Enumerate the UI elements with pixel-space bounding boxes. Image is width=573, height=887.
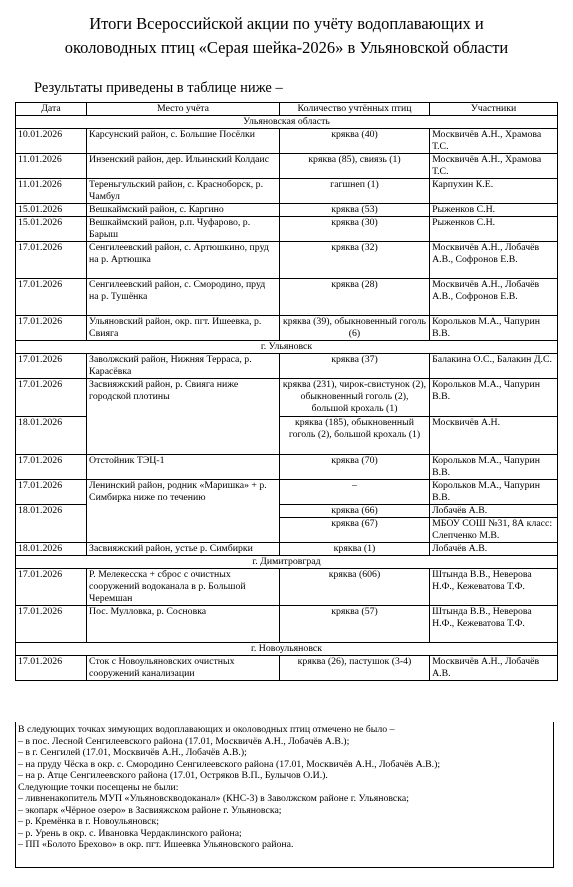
table-row — [16, 480, 558, 505]
cell-date: 17.01.2026 — [16, 354, 87, 379]
cell-place: Тереньгульский район, с. Красноборск, р. Чамбул — [87, 179, 280, 204]
table-row — [16, 316, 558, 341]
cell-place: Отстойник ТЭЦ-1 — [87, 455, 280, 480]
cell-participants: Корольков М.А., Чапурин В.В. — [430, 316, 558, 341]
cell-count: кряква (57) — [279, 606, 429, 643]
cell-participants: Москвичёв А.Н., Лобачёв А.В., Софронов Е.В. — [430, 279, 558, 316]
header-count: Количество учтённых птиц — [279, 103, 429, 116]
cell-participants: Москвичёв А.Н., Лобачёв А.В., Софронов Е.В. — [430, 242, 558, 279]
cell-date: 17.01.2026 — [16, 316, 87, 341]
table-row — [16, 179, 558, 204]
cell-date: 17.01.2026 — [16, 242, 87, 279]
title-line-1: Итоги Всероссийской акции по учёту водоплавающих и — [89, 14, 484, 33]
cell-place: Сток с Новоульяновских очистных сооружений канализации — [87, 656, 280, 681]
header-place: Место учёта — [87, 103, 280, 116]
note-line: – р. Кремёнка в г. Новоульяновск; — [18, 816, 159, 827]
cell-place: Вешкаймский район, с. Каргино — [87, 204, 280, 217]
note-line: – ливненакопитель МУП «Ульяновскводоканал» (КНС-3) в Заволжском районе г. Ульяновска; — [18, 793, 409, 804]
section-row — [16, 341, 558, 354]
cell-date: 11.01.2026 — [16, 179, 87, 204]
note-line: – ПП «Болото Брехово» в окр. пгт. Ишеевка Ульяновского района. — [18, 839, 294, 850]
cell-count: кряква (39), обыкновенный гоголь (6) — [279, 316, 429, 341]
table-row — [16, 129, 558, 154]
cell-participants: Балакина О.С., Балакин Д.С. — [430, 354, 558, 379]
cell-date: 18.01.2026 — [16, 505, 87, 543]
cell-count: гагшнеп (1) — [279, 179, 429, 204]
table-row — [16, 569, 558, 606]
table-row — [16, 455, 558, 480]
cell-participants: Лобачёв А.В. — [430, 505, 558, 518]
table-row — [16, 354, 558, 379]
cell-count: кряква (85), свиязь (1) — [279, 154, 429, 179]
cell-count: кряква (66) — [279, 505, 429, 518]
note-line: – в г. Сенгилей (17.01, Москвичёв А.Н., Лобачёв А.В.); — [18, 747, 247, 758]
note-line: – в пос. Лесной Сенгилеевского района (17.01, Москвичёв А.Н., Лобачёв А.В.); — [18, 735, 350, 747]
cell-count: кряква (1) — [279, 543, 429, 556]
note-line: – р. Урень в окр. с. Ивановка Чердаклинского района; — [18, 827, 242, 839]
cell-date: 17.01.2026 — [16, 379, 87, 417]
table-row — [16, 656, 558, 681]
table-header-row — [16, 103, 558, 116]
section-row — [16, 643, 558, 656]
cell-participants: Корольков М.А., Чапурин В.В. — [430, 379, 558, 417]
cell-count: кряква (53) — [279, 204, 429, 217]
cell-count: кряква (28) — [279, 279, 429, 316]
cell-date: 17.01.2026 — [16, 279, 87, 316]
header-participants: Участники — [430, 103, 558, 116]
cell-count: кряква (231), чирок-свистунок (2), обыкновенный гоголь (2), большой крохаль (1) — [279, 379, 429, 417]
cell-place: Сенгилеевский район, с. Смородино, пруд на р. Тушёнка — [87, 279, 280, 316]
cell-participants: Штында В.В., Неверова Н.Ф., Кежеватова Т.Ф. — [430, 569, 558, 606]
cell-participants: Штында В.В., Неверова Н.Ф., Кежеватова Т.Ф. — [430, 606, 558, 643]
cell-date: 15.01.2026 — [16, 217, 87, 242]
table-row — [16, 543, 558, 556]
note-line: – на пруду Чёска в окр. с. Смородино Сенгилеевского района (17.01, Москвичёв А.Н., Лобачёв А.В.); — [18, 758, 441, 770]
cell-date: 10.01.2026 — [16, 129, 87, 154]
cell-date: 17.01.2026 — [16, 569, 87, 606]
cell-participants: Корольков М.А., Чапурин В.В. — [430, 480, 558, 505]
cell-count: кряква (37) — [279, 354, 429, 379]
cell-participants: Москвичёв А.Н., Лобачёв А.В. — [430, 656, 558, 681]
note-line: Следующие точки посещены не были: — [18, 781, 179, 793]
cell-place: Инзенский район, дер. Ильинский Колдаис — [87, 154, 280, 179]
cell-place: Р. Мелекесска + сброс с очистных сооружений водоканала в р. Большой Черемшан — [87, 569, 280, 606]
table-row — [16, 217, 558, 242]
cell-place: Засвияжский район, р. Свияга ниже городской плотины — [87, 379, 280, 455]
cell-count: кряква (26), пастушок (3-4) — [279, 656, 429, 681]
note-line: – экопарк «Чёрное озеро» в Засвияжском районе г. Ульяновска; — [18, 804, 282, 816]
cell-count: кряква (40) — [279, 129, 429, 154]
section-title: Ульяновская область — [16, 116, 558, 129]
results-table — [15, 102, 558, 681]
note-line: В следующих точках зимующих водоплавающих и околоводных птиц отмечено не было – — [18, 724, 395, 735]
cell-place: Засвияжский район, устье р. Симбирки — [87, 543, 280, 556]
cell-count: кряква (606) — [279, 569, 429, 606]
subtitle: Результаты приведены в таблице ниже – — [34, 80, 283, 96]
header-date: Дата — [16, 103, 87, 116]
cell-participants: Москвичёв А.Н. — [430, 417, 558, 455]
cell-place: Пос. Мулловка, р. Сосновка — [87, 606, 280, 643]
cell-count: кряква (70) — [279, 455, 429, 480]
cell-place: Сенгилеевский район, с. Артюшкино, пруд на р. Артюшка — [87, 242, 280, 279]
cell-date: 17.01.2026 — [16, 656, 87, 681]
cell-count: кряква (32) — [279, 242, 429, 279]
table-row — [16, 204, 558, 217]
cell-count: кряква (30) — [279, 217, 429, 242]
cell-count: кряква (185), обыкновенный гоголь (2), большой крохаль (1) — [279, 417, 429, 455]
cell-participants: Корольков М.А., Чапурин В.В. — [430, 455, 558, 480]
note-line: – на р. Атце Сенгилеевского района (17.01, Остряков В.П., Булычов О.И.). — [18, 770, 328, 781]
section-title: г. Ульяновск — [16, 341, 558, 354]
table-row — [16, 242, 558, 279]
cell-place: Вешкаймский район, р.п. Чуфарово, р. Барыш — [87, 217, 280, 242]
cell-place: Карсунский район, с. Большие Посёлки — [87, 129, 280, 154]
cell-date: 11.01.2026 — [16, 154, 87, 179]
document-title — [0, 12, 573, 60]
notes-block — [15, 722, 554, 868]
cell-count: кряква (67) — [279, 518, 429, 543]
cell-date: 17.01.2026 — [16, 606, 87, 643]
section-title: г. Димитровград — [16, 556, 558, 569]
table-row — [16, 606, 558, 643]
table-row — [16, 379, 558, 417]
section-row — [16, 556, 558, 569]
title-line-2: околоводных птиц «Серая шейка-2026» в Ульяновской области — [64, 38, 509, 57]
section-title: г. Новоульяновск — [16, 643, 558, 656]
cell-date: 15.01.2026 — [16, 204, 87, 217]
cell-place: Заволжский район, Нижняя Терраса, р. Карасёвка — [87, 354, 280, 379]
cell-date: 17.01.2026 — [16, 455, 87, 480]
table-row — [16, 154, 558, 179]
cell-participants: Москвичёв А.Н., Храмова Т.С. — [430, 129, 558, 154]
cell-date: 18.01.2026 — [16, 417, 87, 455]
cell-participants: Рыженков С.Н. — [430, 204, 558, 217]
cell-date: 18.01.2026 — [16, 543, 87, 556]
cell-participants: Москвичёв А.Н., Храмова Т.С. — [430, 154, 558, 179]
cell-participants: Карпухин К.Е. — [430, 179, 558, 204]
table-row — [16, 279, 558, 316]
cell-participants: Рыженков С.Н. — [430, 217, 558, 242]
cell-participants: МБОУ СОШ №31, 8А класс: Слепченко М.В. — [430, 518, 558, 543]
cell-date: 17.01.2026 — [16, 480, 87, 505]
cell-count: – — [279, 480, 429, 505]
cell-participants: Лобачёв А.В. — [430, 543, 558, 556]
cell-place: Ленинский район, родник «Маришка» + р. Симбирка ниже по течению — [87, 480, 280, 543]
cell-place: Ульяновский район, окр. пгт. Ишеевка, р. Свияга — [87, 316, 280, 341]
section-row — [16, 116, 558, 129]
